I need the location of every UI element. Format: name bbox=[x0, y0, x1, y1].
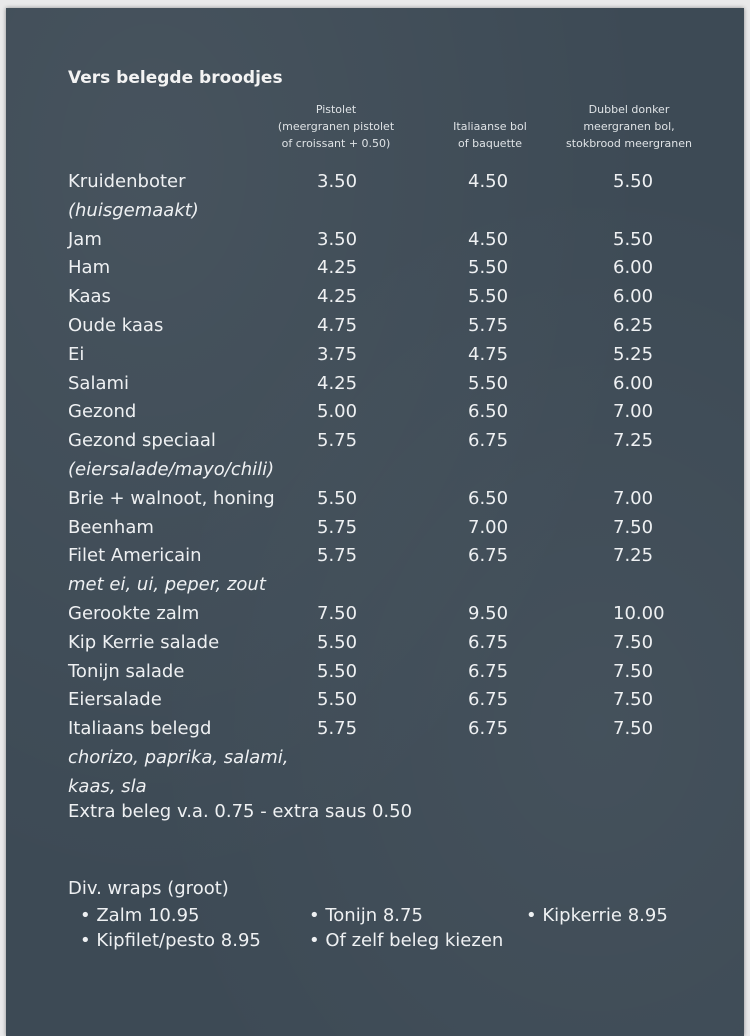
wrap-item: • Of zelf beleg kiezen bbox=[309, 930, 504, 951]
menu-row bbox=[68, 514, 718, 543]
price-pistolet: 5.50 bbox=[317, 689, 358, 711]
item-name: Kip Kerrie salade bbox=[68, 631, 220, 653]
price-dubbel-donker: 7.50 bbox=[613, 516, 654, 538]
item-note: met ei, ui, peper, zout bbox=[68, 574, 266, 596]
price-italiaanse-bol: 4.50 bbox=[468, 171, 509, 192]
column-header-dubbel-donker bbox=[554, 101, 704, 152]
menu-row bbox=[68, 427, 718, 456]
item-name: Brie + walnoot, honing bbox=[68, 487, 275, 509]
price-italiaanse-bol: 6.75 bbox=[468, 718, 509, 740]
item-note: (huisgemaakt) bbox=[68, 199, 199, 221]
price-italiaanse-bol: 6.75 bbox=[468, 689, 509, 711]
price-pistolet: 4.25 bbox=[317, 286, 358, 308]
column-header-line: (meergranen pistolet bbox=[277, 120, 395, 133]
item-name: Kaas bbox=[68, 286, 111, 308]
price-italiaanse-bol: 5.50 bbox=[468, 257, 509, 279]
column-header-line: meergranen bol, bbox=[583, 120, 675, 133]
column-header-line: Pistolet bbox=[315, 103, 357, 116]
price-dubbel-donker: 5.50 bbox=[613, 228, 654, 250]
column-header-line: Italiaanse bol bbox=[453, 120, 527, 133]
price-pistolet: 3.50 bbox=[317, 228, 358, 250]
menu-row bbox=[68, 686, 718, 715]
price-italiaanse-bol: 4.75 bbox=[468, 343, 509, 365]
price-dubbel-donker: 6.25 bbox=[613, 314, 654, 336]
menu-row bbox=[68, 370, 718, 399]
price-pistolet: 4.75 bbox=[317, 314, 358, 336]
price-dubbel-donker: 5.25 bbox=[613, 343, 654, 365]
price-pistolet: 5.00 bbox=[317, 401, 358, 423]
price-italiaanse-bol: 6.75 bbox=[468, 660, 509, 682]
menu-row bbox=[68, 600, 718, 629]
price-dubbel-donker: 10.00 bbox=[613, 602, 665, 624]
price-pistolet: 5.75 bbox=[317, 516, 358, 538]
item-name: Beenham bbox=[68, 516, 154, 538]
item-name: Ei bbox=[68, 343, 85, 365]
price-pistolet: 3.75 bbox=[317, 343, 358, 365]
item-note: (eiersalade/mayo/chili) bbox=[68, 458, 275, 480]
price-italiaanse-bol: 9.50 bbox=[468, 602, 509, 624]
item-name: Gezond speciaal bbox=[68, 430, 216, 452]
wrap-item: • Kipfilet/pesto 8.95 bbox=[80, 930, 261, 951]
price-dubbel-donker: 7.50 bbox=[613, 689, 654, 711]
price-italiaanse-bol: 5.75 bbox=[468, 314, 509, 336]
price-dubbel-donker: 7.50 bbox=[613, 718, 654, 740]
wrap-item: • Kipkerrie 8.95 bbox=[526, 905, 668, 926]
price-dubbel-donker: 7.25 bbox=[613, 545, 654, 567]
price-pistolet: 5.75 bbox=[317, 430, 358, 452]
price-italiaanse-bol: 4.50 bbox=[468, 228, 509, 250]
item-name: Eiersalade bbox=[68, 689, 162, 711]
item-name: Oude kaas bbox=[68, 314, 164, 336]
extra-toppings-note: Extra beleg v.a. 0.75 - extra saus 0.50 bbox=[68, 801, 413, 822]
price-dubbel-donker: 7.50 bbox=[613, 660, 654, 682]
item-name: Italiaans belegd bbox=[68, 718, 212, 740]
price-italiaanse-bol: 6.75 bbox=[468, 631, 509, 653]
menu-row bbox=[68, 398, 718, 427]
column-header-italiaanse-bol bbox=[430, 118, 550, 152]
menu-row bbox=[68, 341, 718, 370]
menu-row bbox=[68, 312, 718, 341]
item-description bbox=[68, 197, 718, 226]
price-dubbel-donker: 6.00 bbox=[613, 372, 654, 394]
price-dubbel-donker: 7.00 bbox=[613, 401, 654, 423]
wraps-title: Div. wraps (groot) bbox=[68, 878, 229, 899]
item-description bbox=[68, 571, 718, 600]
menu-row bbox=[68, 283, 718, 312]
menu-row bbox=[68, 542, 718, 571]
column-header-line: Dubbel donker bbox=[588, 103, 670, 116]
menu-row bbox=[68, 254, 718, 283]
item-name: Filet Americain bbox=[68, 545, 202, 567]
chalkboard-menu bbox=[6, 8, 744, 1036]
price-dubbel-donker: 6.00 bbox=[613, 286, 654, 308]
wrap-item: • Tonijn 8.75 bbox=[309, 905, 423, 926]
price-dubbel-donker: 5.50 bbox=[613, 171, 654, 192]
item-name: Ham bbox=[68, 257, 111, 279]
price-dubbel-donker: 7.00 bbox=[613, 487, 654, 509]
item-name: Gezond bbox=[68, 401, 137, 423]
menu-row bbox=[68, 485, 718, 514]
menu-row bbox=[68, 658, 718, 687]
price-pistolet: 5.75 bbox=[317, 545, 358, 567]
price-italiaanse-bol: 6.50 bbox=[468, 487, 509, 509]
price-list bbox=[68, 168, 718, 802]
menu-row bbox=[68, 629, 718, 658]
menu-title: Vers belegde broodjes bbox=[68, 68, 283, 88]
column-header-line: of baquette bbox=[458, 137, 522, 150]
price-italiaanse-bol: 6.50 bbox=[468, 401, 509, 423]
price-italiaanse-bol: 5.50 bbox=[468, 372, 509, 394]
price-pistolet: 3.50 bbox=[317, 171, 358, 192]
item-description bbox=[68, 744, 718, 773]
price-pistolet: 5.75 bbox=[317, 718, 358, 740]
item-note: kaas, sla bbox=[68, 775, 147, 797]
price-dubbel-donker: 7.25 bbox=[613, 430, 654, 452]
column-header-line: stokbrood meergranen bbox=[566, 137, 692, 150]
menu-row bbox=[68, 168, 718, 197]
price-pistolet: 5.50 bbox=[317, 487, 358, 509]
item-name: Kruidenboter bbox=[68, 171, 186, 192]
price-italiaanse-bol: 5.50 bbox=[468, 286, 509, 308]
wrap-item: • Zalm 10.95 bbox=[80, 905, 200, 926]
column-header-line: of croissant + 0.50) bbox=[281, 137, 391, 150]
menu-row bbox=[68, 226, 718, 255]
price-pistolet: 4.25 bbox=[317, 257, 358, 279]
item-name: Salami bbox=[68, 372, 130, 394]
price-dubbel-donker: 6.00 bbox=[613, 257, 654, 279]
price-dubbel-donker: 7.50 bbox=[613, 631, 654, 653]
item-description bbox=[68, 456, 718, 485]
price-italiaanse-bol: 6.75 bbox=[468, 545, 509, 567]
price-italiaanse-bol: 6.75 bbox=[468, 430, 509, 452]
item-description bbox=[68, 773, 718, 802]
price-pistolet: 7.50 bbox=[317, 602, 358, 624]
price-italiaanse-bol: 7.00 bbox=[468, 516, 509, 538]
price-pistolet: 5.50 bbox=[317, 660, 358, 682]
item-name: Tonijn salade bbox=[68, 660, 185, 682]
item-name: Jam bbox=[68, 228, 102, 250]
item-name: Gerookte zalm bbox=[68, 602, 200, 624]
price-pistolet: 5.50 bbox=[317, 631, 358, 653]
item-note: chorizo, paprika, salami, bbox=[68, 746, 289, 768]
price-pistolet: 4.25 bbox=[317, 372, 358, 394]
menu-row bbox=[68, 715, 718, 744]
column-header-pistolet bbox=[256, 101, 416, 152]
